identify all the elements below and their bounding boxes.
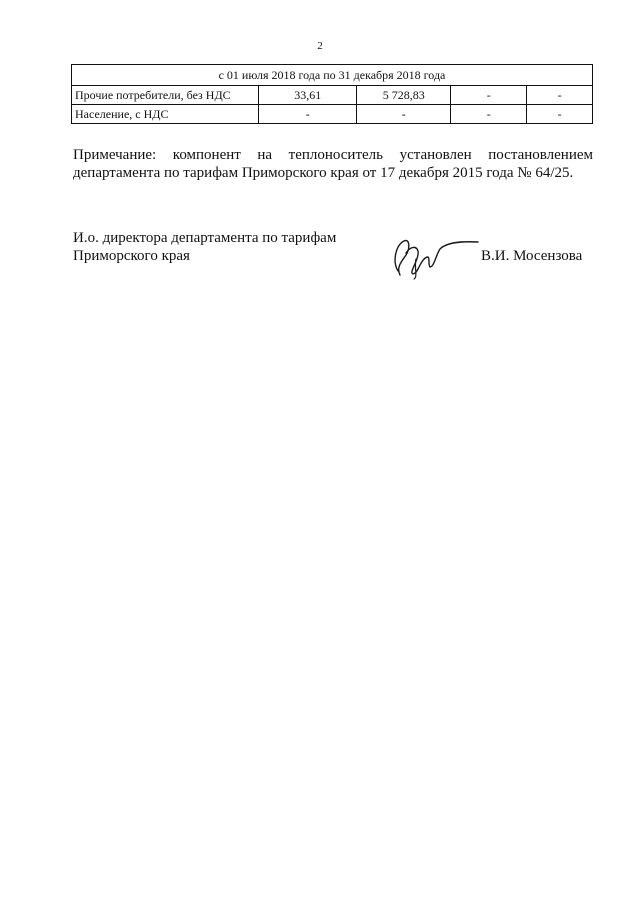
note-paragraph [73, 146, 593, 182]
row-value-1: 33,61 [259, 86, 357, 105]
row-consumer-name: Прочие потребители, без НДС [72, 86, 259, 105]
note-line-2: департамента по тарифам Приморского края от 17 декабря 2015 года № 64/25. [73, 165, 574, 181]
signer-title-line-1: И.о. директора департамента по тарифам [73, 230, 337, 246]
period-header: с 01 июля 2018 года по 31 декабря 2018 года [72, 65, 593, 86]
row-value-3: - [451, 86, 527, 105]
signer-title-line-2: Приморского края [73, 248, 190, 264]
signer-title [73, 229, 336, 265]
table-period-row [72, 65, 593, 86]
signer-name: В.И. Мосензова [481, 248, 583, 264]
row-value-4: - [527, 86, 593, 105]
page-number: 2 [317, 40, 323, 52]
row-value-3: - [451, 105, 527, 124]
table-row [72, 105, 593, 124]
row-value-1: - [259, 105, 357, 124]
row-consumer-name: Население, с НДС [72, 105, 259, 124]
table-row [72, 86, 593, 105]
handwritten-signature [388, 231, 480, 281]
row-value-4: - [527, 105, 593, 124]
tariff-table [71, 64, 593, 124]
row-value-2: - [357, 105, 451, 124]
row-value-2: 5 728,83 [357, 86, 451, 105]
note-line-1: Примечание: компонент на теплоноситель установлен постановлением [73, 147, 593, 163]
